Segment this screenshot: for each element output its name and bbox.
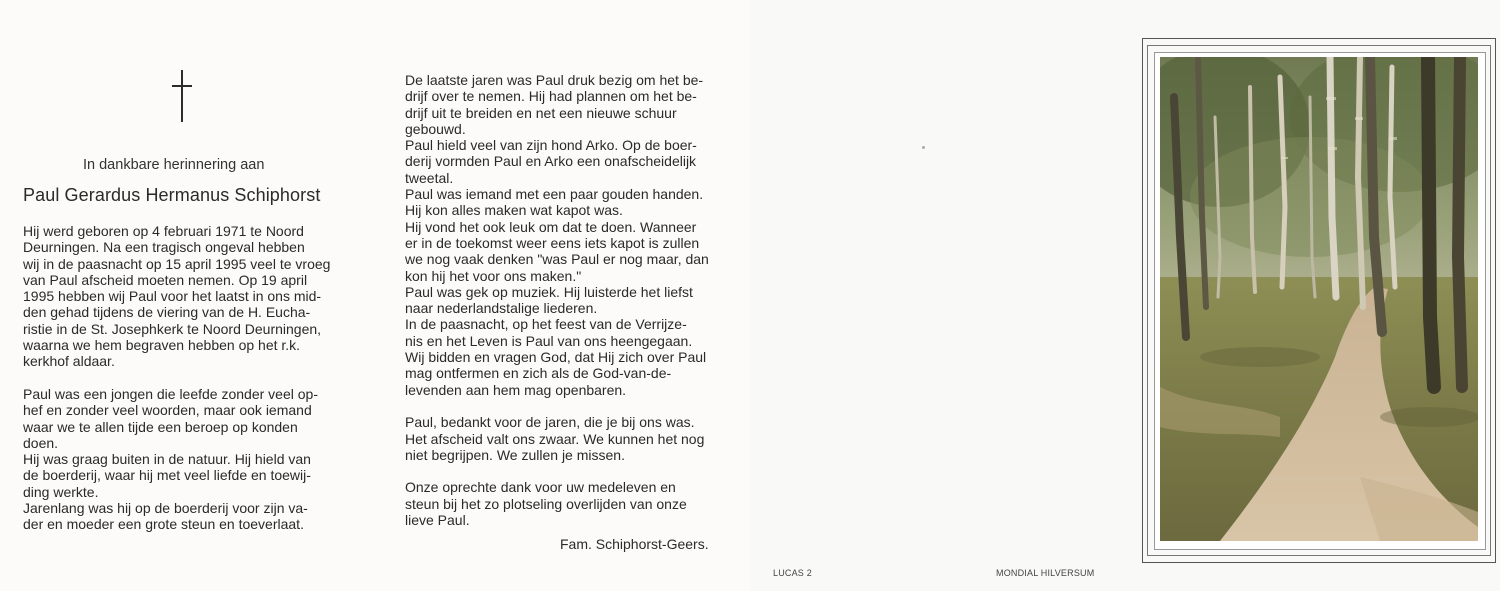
- paper-speck: [922, 146, 925, 149]
- forest-path-photo: [1160, 57, 1478, 541]
- cross-icon: [172, 70, 192, 122]
- family-signature: Fam. Schiphorst-Geers.: [560, 536, 709, 552]
- imprint-left: LUCAS 2: [773, 568, 812, 578]
- right-text-column: De laatste jaren was Paul druk bezig om het be- drijf over te nemen. Hij had plannen om het be- drijf uit te breiden en net een nieuwe schuur gebouwd. Paul hield veel van zijn hond Arko. Op de boer- derij vormden Paul en Arko een onafscheidelijk tweetal. Paul was iemand met een paar gouden handen. Hij kon alles maken wat kapot was. Hij vond het ook leuk om dat te doen. Wanneer er in de toekomst weer eens iets kapot is zullen we nog vaak denken "was Paul er nog maar, dan kon hij het voor ons maken." Paul was gek op muziek. Hij luisterde het liefst naar nederlandstalige liederen. In de paasnacht, op het feest van de Verrijze- nis en het Leven is Paul van ons heengegaan. Wij bidden en vragen God, dat Hij zich over Paul mag ontfermen en zich als de God-van-de- levenden aan hem mag openbaren. Paul, bedankt voor de jaren, die je bij ons was. Het afscheid valt ons zwaar. We kunnen het nog niet begrijpen. We zullen je missen. Onze oprechte dank voor uw medeleven en steun bij het zo plotseling overlijden van onze lieve Paul.: [405, 72, 709, 529]
- imprint-right: MONDIAL HILVERSUM: [996, 568, 1095, 578]
- deceased-name: Paul Gerardus Hermanus Schiphorst: [23, 185, 321, 205]
- left-text-column: Hij werd geboren op 4 februari 1971 te Noord Deurningen. Na een tragisch ongeval hebben wij in de paasnacht op 15 april 1995 veel te vroeg van Paul afscheid moeten nemen. Op 19 april 1995 hebben wij Paul voor het laatst in ons mid- den gehad tijdens de viering van de H. Eucha- ristie in de St. Josephkerk te Noord Deurningen, waarna we hem begraven hebben op het r.k. kerkhof aldaar. Paul was een jongen die leefde zonder veel op- hef en zonder veel woorden, maar ook iemand waar we te allen tijde een beroep op konden doen. Hij was graag buiten in de natuur. Hij hield van de boerderij, waar hij met veel liefde en toewij- ding werkte. Jarenlang was hij op de boerderij voor zijn va- der en moeder een grote steun en toeverlaat.: [23, 223, 331, 533]
- intro-line: In dankbare herinnering aan: [83, 157, 265, 173]
